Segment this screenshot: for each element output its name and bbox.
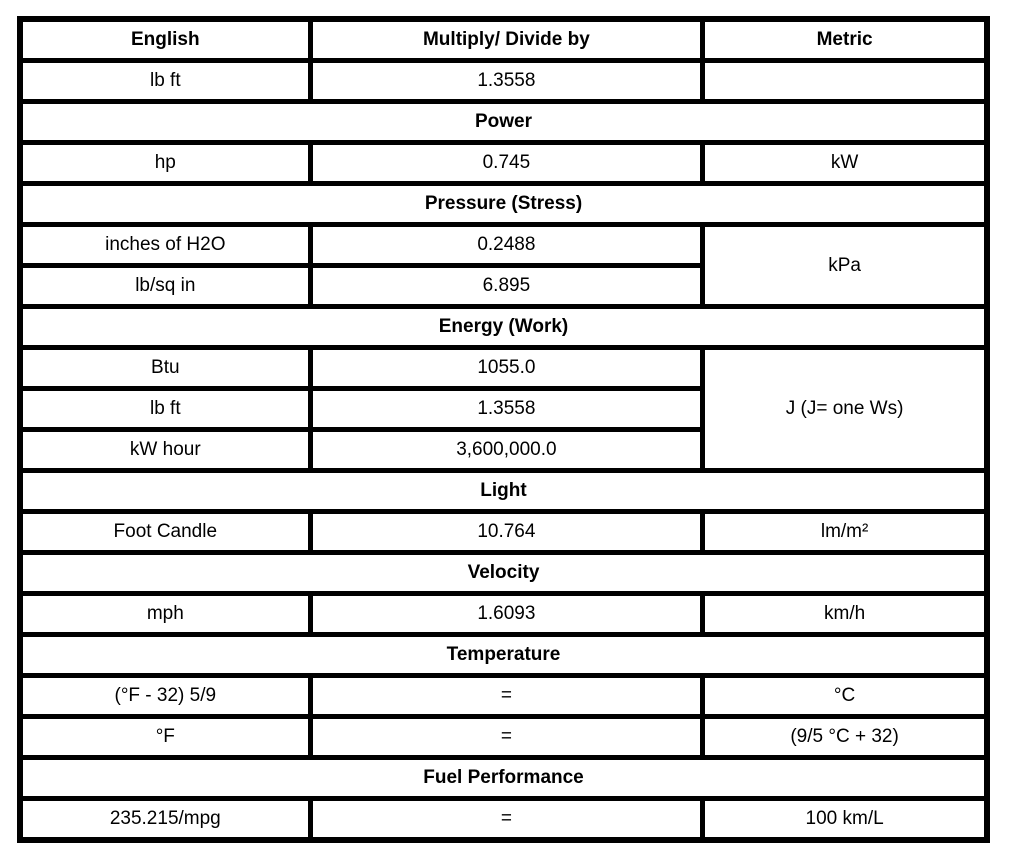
- column-header-metric: Metric: [703, 19, 987, 61]
- english-cell: 235.215/mpg: [20, 799, 310, 841]
- section-header-light: Light: [20, 471, 987, 512]
- english-cell: (°F - 32) 5/9: [20, 676, 310, 717]
- table-row: [20, 717, 987, 758]
- section-row: [20, 307, 987, 348]
- metric-cell: kW: [703, 143, 987, 184]
- metric-cell: [703, 61, 987, 102]
- metric-cell: km/h: [703, 594, 987, 635]
- factor-cell: 0.745: [310, 143, 703, 184]
- table-row: [20, 143, 987, 184]
- section-header-fuel-performance: Fuel Performance: [20, 758, 987, 799]
- english-cell: mph: [20, 594, 310, 635]
- conversion-table: [17, 16, 990, 843]
- english-cell: °F: [20, 717, 310, 758]
- section-row: [20, 471, 987, 512]
- factor-cell: 3,600,000.0: [310, 430, 703, 471]
- factor-cell: =: [310, 676, 703, 717]
- metric-cell: J (J= one Ws): [703, 348, 987, 471]
- section-row: [20, 758, 987, 799]
- table-row: [20, 676, 987, 717]
- english-cell: Btu: [20, 348, 310, 389]
- section-row: [20, 553, 987, 594]
- factor-cell: 1.3558: [310, 389, 703, 430]
- table-row: [20, 594, 987, 635]
- english-cell: lb ft: [20, 389, 310, 430]
- factor-cell: 10.764: [310, 512, 703, 553]
- factor-cell: 0.2488: [310, 225, 703, 266]
- factor-cell: =: [310, 799, 703, 841]
- section-row: [20, 102, 987, 143]
- english-cell: hp: [20, 143, 310, 184]
- table-row: [20, 348, 987, 389]
- table-row: [20, 512, 987, 553]
- factor-cell: 1.3558: [310, 61, 703, 102]
- section-header-pressure: Pressure (Stress): [20, 184, 987, 225]
- factor-cell: 1.6093: [310, 594, 703, 635]
- english-cell: inches of H2O: [20, 225, 310, 266]
- metric-cell: °C: [703, 676, 987, 717]
- factor-cell: =: [310, 717, 703, 758]
- metric-cell: (9/5 °C + 32): [703, 717, 987, 758]
- section-row: [20, 635, 987, 676]
- metric-cell: lm/m²: [703, 512, 987, 553]
- section-header-power: Power: [20, 102, 987, 143]
- section-header-temperature: Temperature: [20, 635, 987, 676]
- english-cell: lb/sq in: [20, 266, 310, 307]
- section-header-energy: Energy (Work): [20, 307, 987, 348]
- factor-cell: 6.895: [310, 266, 703, 307]
- english-cell: kW hour: [20, 430, 310, 471]
- header-row: [20, 19, 987, 61]
- table-row: [20, 61, 987, 102]
- english-cell: lb ft: [20, 61, 310, 102]
- english-cell: Foot Candle: [20, 512, 310, 553]
- table-row: [20, 225, 987, 266]
- section-header-velocity: Velocity: [20, 553, 987, 594]
- metric-cell: kPa: [703, 225, 987, 307]
- metric-cell: 100 km/L: [703, 799, 987, 841]
- table-row: [20, 799, 987, 841]
- section-row: [20, 184, 987, 225]
- column-header-english: English: [20, 19, 310, 61]
- column-header-factor: Multiply/ Divide by: [310, 19, 703, 61]
- factor-cell: 1055.0: [310, 348, 703, 389]
